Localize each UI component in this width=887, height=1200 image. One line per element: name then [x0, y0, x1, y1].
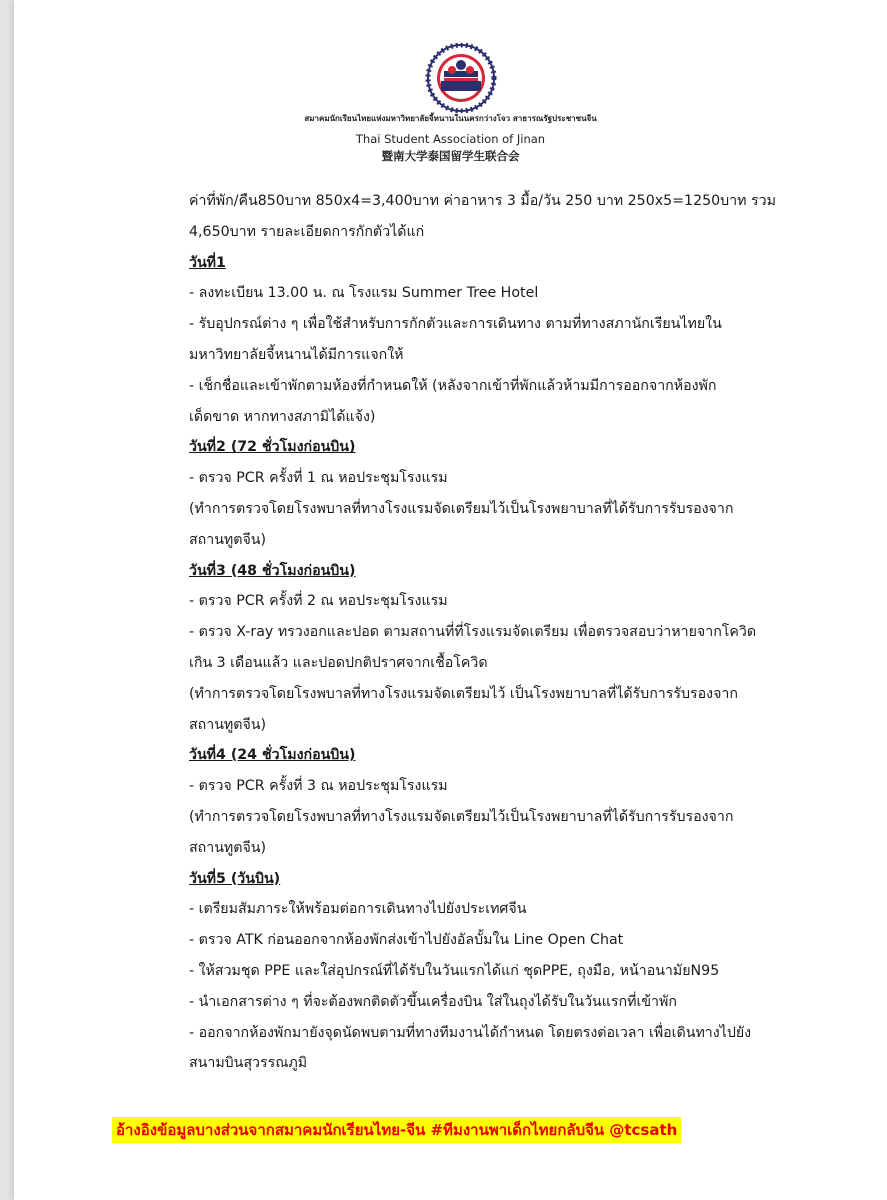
day-heading: วันที่5 (วันบิน) [189, 870, 281, 887]
day-line: สถานทูตจีน) [189, 839, 267, 856]
day-line: - ตรวจ X-ray ทรวงอกและปอด ตามสถานที่ที่โรงแรมจัดเตรียม เพื่อตรวจสอบว่าหายจากโควิด [189, 624, 757, 641]
day-line: (ทำการตรวจโดยโรงพบาลที่ทางโรงแรมจัดเตรียมไว้เป็นโรงพยาบาลที่ได้รับการรับรองจาก [189, 808, 734, 825]
day-line: (ทำการตรวจโดยโรงพบาลที่ทางโรงแรมจัดเตรียมไว้ เป็นโรงพยาบาลที่ได้รับการรับรองจาก [189, 685, 738, 702]
day-line: - ตรวจ PCR ครั้งที่ 2 ณ หอประชุมโรงแรม [189, 593, 448, 610]
intro-line: 4,650บาท รายละเอียดการกักตัวได้แก่ [189, 223, 425, 240]
day-heading: วันที่3 (48 ชั่วโมงก่อนบิน) [189, 562, 356, 579]
association-chinese-name: 暨南大学泰国留学生联合会 [381, 149, 520, 163]
day-line: (ทำการตรวจโดยโรงพบาลที่ทางโรงแรมจัดเตรียมไว้เป็นโรงพยาบาลที่ได้รับการรับรองจาก [189, 500, 734, 517]
day-line: สนามบินสุวรรณภูมิ [189, 1055, 308, 1072]
day-line: - นำเอกสารต่าง ๆ ที่จะต้องพกติดตัวขึ้นเครื่องบิน ใส่ในถุงได้รับในวันแรกที่เข้าพัก [189, 993, 677, 1010]
day-line: - รับอุปกรณ์ต่าง ๆ เพื่อใช้สำหรับการกักตัวและการเดินทาง ตามที่ทางสภานักเรียนไทยใน [189, 316, 722, 333]
day-line: - เตรียมสัมภาระให้พร้อมต่อการเดินทางไปยังประเทศจีน [189, 901, 527, 918]
day-line: - เช็กชื่อและเข้าพักตามห้องที่กำหนดให้ (หลังจากเข้าที่พักแล้วห้ามมีการออกจากห้องพัก [189, 377, 717, 394]
association-thai-name: สมาคมนักเรียนไทยแห่งมหาวิทยาลัยจี้หนานในนครกว่างโจว สาธารณรัฐประชาชนจีน [304, 114, 597, 123]
day-line: - ตรวจ PCR ครั้งที่ 1 ณ หอประชุมโรงแรม [189, 470, 448, 487]
day-line: - ตรวจ ATK ก่อนออกจากห้องพักส่งเข้าไปยังอัลบั้มใน Line Open Chat [189, 932, 624, 949]
day-line: มหาวิทยาลัยจี้หนานได้มีการแจกให้ [189, 346, 404, 363]
day-line: เด็ดขาด หากทางสภามิได้แจ้ง) [189, 408, 376, 425]
day-line: เกิน 3 เดือนแล้ว และปอดปกติปราศจากเชื้อโควิด [189, 654, 488, 671]
schedule-content [189, 186, 829, 1079]
day-heading: วันที่1 [189, 254, 226, 271]
association-logo [419, 43, 503, 113]
intro-line: ค่าที่พัก/คืน850บาท 850x4=3,400บาท ค่าอาหาร 3 มื้อ/วัน 250 บาท 250x5=1250บาท รวม [189, 193, 776, 209]
page-edge [0, 0, 14, 1200]
association-english-name: Thai Student Association of Jinan [355, 132, 546, 146]
day-line: สถานทูตจีน) [189, 716, 267, 733]
highlighted-reference-note: อ้างอิงข้อมูลบางส่วนจากสมาคมนักเรียนไทย-จีน #ทีมงานพาเด็กไทยกลับจีน @tcsath [112, 1117, 681, 1143]
day-line: - ลงทะเบียน 13.00 น. ณ โรงแรม Summer Tree Hotel [189, 285, 539, 302]
day-heading: วันที่2 (72 ชั่วโมงก่อนบิน) [189, 439, 356, 456]
day-heading: วันที่4 (24 ชั่วโมงก่อนบิน) [189, 747, 356, 764]
day-line: สถานทูตจีน) [189, 531, 267, 548]
day-line: - ออกจากห้องพักมายังจุดนัดพบตามที่ทางทีมงานได้กำหนด โดยตรงต่อเวลา เพื่อเดินทางไปยัง [189, 1024, 752, 1041]
document-page [14, 0, 887, 1200]
day-line: - ตรวจ PCR ครั้งที่ 3 ณ หอประชุมโรงแรม [189, 778, 448, 795]
day-line: - ให้สวมชุด PPE และใส่อุปกรณ์ที่ได้รับในวันแรกได้แก่ ชุดPPE, ถุงมือ, หน้าอนามัยN95 [189, 962, 720, 979]
